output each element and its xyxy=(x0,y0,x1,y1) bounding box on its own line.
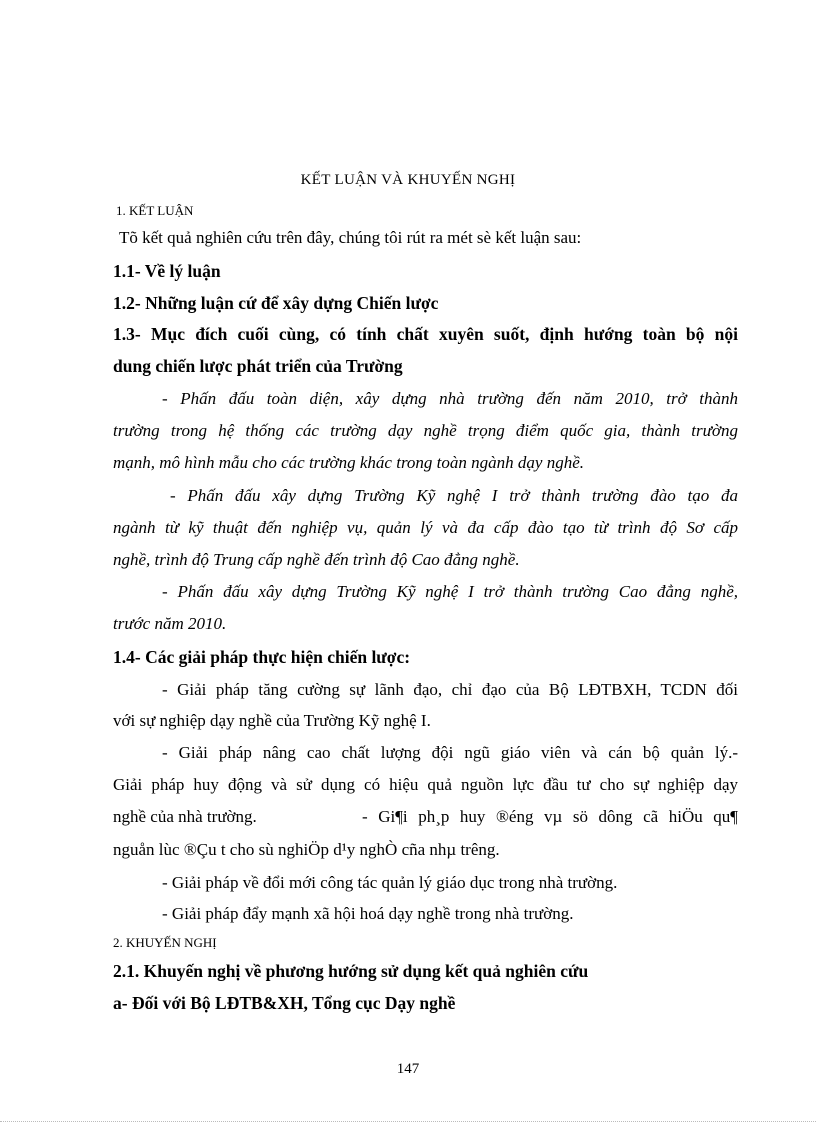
paragraph-3-line-1: - Phấn đấu xây dựng Trường Kỹ nghệ I trở thành trường Cao đẳng nghề, xyxy=(162,582,738,601)
section-2-heading: 2. KHUYẾN NGHỊ xyxy=(113,935,217,950)
solution-1-line-1: - Giải pháp tăng cường sự lãnh đạo, chỉ đạo của Bộ LĐTBXH, TCDN đối xyxy=(162,680,738,699)
paragraph-2-line-2: ngành từ kỹ thuật đến nghiệp vụ, quản lý và đa cấp đào tạo từ trình độ Sơ cấp xyxy=(113,518,738,537)
document-title: KẾT LUẬN VÀ KHUYẾN NGHỊ xyxy=(300,172,516,188)
solution-2-line-3a: nghề của nhà trường. xyxy=(113,807,257,826)
intro-paragraph: Tõ kết quả nghiên cứu trên đây, chúng tôi rút ra mét sè kết luận sau: xyxy=(119,228,582,247)
heading-1-1: 1.1- Về lý luận xyxy=(113,261,221,281)
section-1-heading: 1. KẾT LUẬN xyxy=(116,203,194,218)
heading-1-2: 1.2- Những luận cứ để xây dựng Chiến lược xyxy=(113,293,439,313)
heading-2-1-a: a- Đối với Bộ LĐTB&XH, Tổng cục Dạy nghề xyxy=(113,993,456,1013)
paragraph-1-line-2: trường trong hệ thống các trường dạy nghề trọng điểm quốc gia, thành trường xyxy=(113,421,738,440)
paragraph-2-line-3: nghề, trình độ Trung cấp nghề đến trình độ Cao đẳng nghề. xyxy=(113,550,520,569)
paragraph-1-line-1: - Phấn đấu toàn diện, xây dựng nhà trường đến năm 2010, trở thành xyxy=(162,389,738,408)
heading-2-1: 2.1. Khuyến nghị về phương hướng sử dụng kết quả nghiên cứu xyxy=(113,961,589,981)
paragraph-3-line-2: trước năm 2010. xyxy=(113,614,227,633)
page-number: 147 xyxy=(396,1061,420,1077)
solution-2-line-2: Giải pháp huy động và sử dụng có hiệu quả nguồn lực đầu tư cho sự nghiệp dạy xyxy=(113,775,738,794)
page-bottom-rule xyxy=(0,1121,816,1122)
heading-1-3-line-1: 1.3- Mục đích cuối cùng, có tính chất xuyên suốt, định hướng toàn bộ nội xyxy=(113,324,738,344)
solution-4: - Giải pháp đẩy mạnh xã hội hoá dạy nghề trong nhà trường. xyxy=(162,904,574,923)
heading-1-4: 1.4- Các giải pháp thực hiện chiến lược: xyxy=(113,647,411,667)
solution-2-line-1: - Giải pháp nâng cao chất lượng đội ngũ giáo viên và cán bộ quản lý.- xyxy=(162,743,738,762)
solution-1-line-2: với sự nghiệp dạy nghề của Trường Kỹ nghệ I. xyxy=(113,711,431,730)
solution-2-line-3b: - Gi¶i ph¸p huy ®éng vµ sö dông cã hiÖu qu¶ xyxy=(362,807,738,826)
paragraph-1-line-3: mạnh, mô hình mẫu cho các trường khác trong toàn ngành dạy nghề. xyxy=(113,453,584,472)
solution-2-line-4: nguån lùc ®Çu t cho sù nghiÖp d¹y nghÒ cña nhµ trêng. xyxy=(113,840,500,859)
solution-3: - Giải pháp về đổi mới công tác quản lý giáo dục trong nhà trường. xyxy=(162,873,618,892)
paragraph-2-line-1: - Phấn đấu xây dựng Trường Kỹ nghệ I trở thành trường đào tạo đa xyxy=(170,486,738,505)
heading-1-3-line-2: dung chiến lược phát triển của Trường xyxy=(113,356,403,376)
